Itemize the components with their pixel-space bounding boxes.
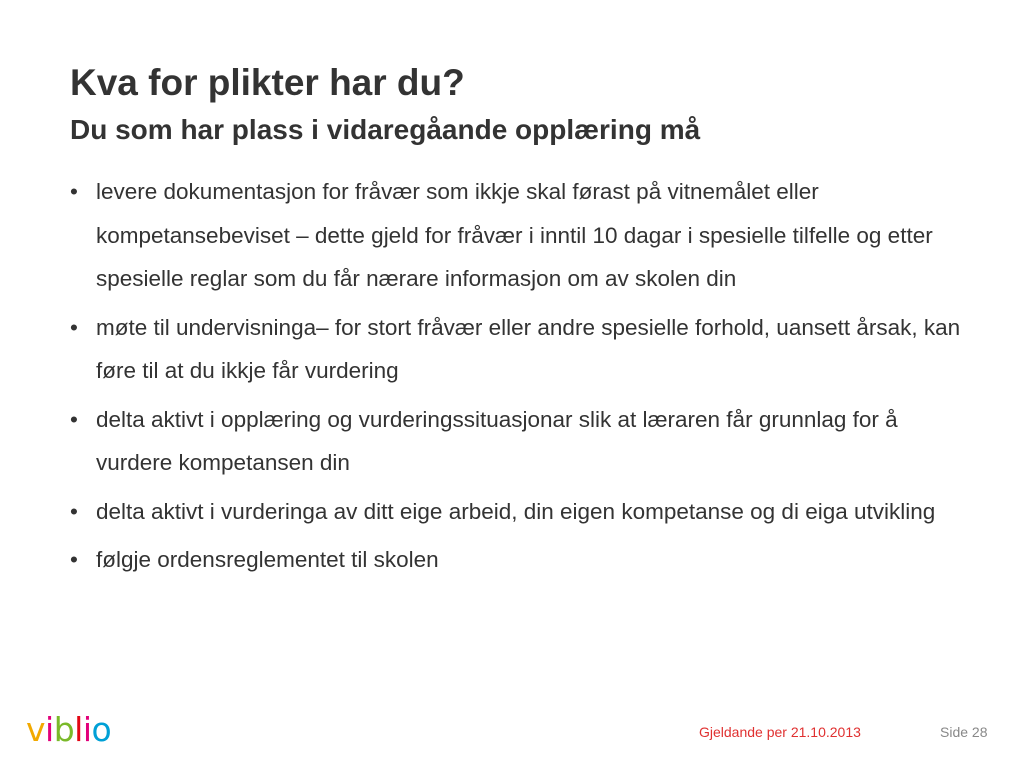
logo-letter: o — [91, 710, 112, 749]
bullet-item: • delta aktivt i vurderinga av ditt eige arbeid, din eigen kompetanse og di eiga utvikling — [70, 490, 970, 534]
logo-letter: i — [82, 710, 92, 749]
bullet-list — [70, 170, 970, 587]
bullet-item: • levere dokumentasjon for fråvær som ikkje skal førast på vitnemålet eller kompetansebeviset – dette gjeld for fråvær i inntil 10 dagar i spesielle tilfelle og etter spesielle reglar som du får nærare informasjon om av skolen din — [70, 170, 970, 301]
viblio-logo — [26, 710, 111, 750]
page-number: Side 28 — [940, 724, 988, 740]
bullet-item: • følgje ordensreglementet til skolen — [70, 538, 970, 582]
slide-title: Kva for plikter har du? — [70, 62, 465, 103]
bullet-item: • delta aktivt i opplæring og vurderingssituasjonar slik at læraren får grunnlag for å vurdere kompetansen din — [70, 398, 970, 485]
footer-date: Gjeldande per 21.10.2013 — [699, 724, 861, 740]
slide-subtitle: Du som har plass i vidaregåande opplæring må — [70, 114, 701, 145]
logo-letter: b — [53, 710, 75, 749]
logo-letter: v — [26, 710, 46, 749]
logo-letter: l — [74, 710, 83, 749]
bullet-item: • møte til undervisninga– for stort fråvær eller andre spesielle forhold, uansett årsak, kan føre til at du ikkje får vurdering — [70, 306, 970, 393]
logo-letter: i — [45, 710, 54, 749]
